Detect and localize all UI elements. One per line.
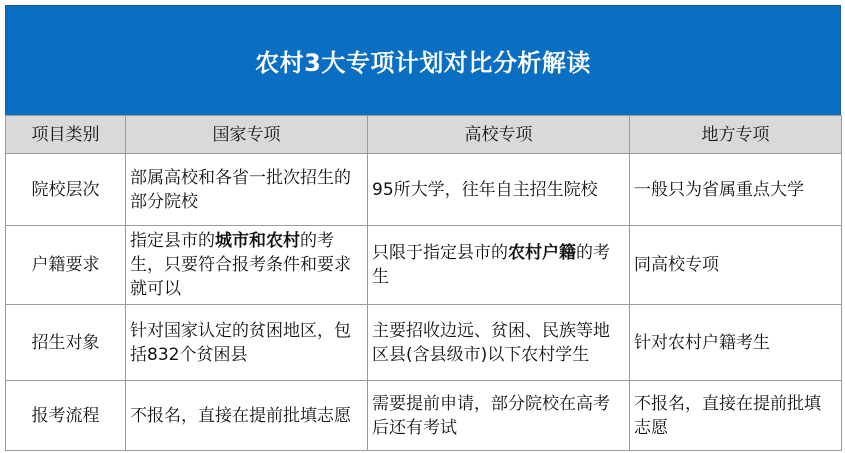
university-plan-cell: 95所大学，往年自主招生院校 xyxy=(368,154,630,226)
university-plan-cell xyxy=(368,226,630,305)
header-national-plan: 国家专项 xyxy=(126,116,368,154)
local-plan-cell: 不报名，直接在提前批填志愿 xyxy=(630,381,842,451)
title-bar xyxy=(5,5,841,115)
table-row xyxy=(6,381,842,451)
national-plan-cell: 部属高校和各省一批次招生的部分院校 xyxy=(126,154,368,226)
header-local-plan: 地方专项 xyxy=(630,116,842,154)
university-plan-cell: 需要提前申请，部分院校在高考后还有考试 xyxy=(368,381,630,451)
row-category: 院校层次 xyxy=(6,154,126,226)
table-header-row xyxy=(6,116,842,154)
university-household-text-suffix: 的考生 xyxy=(372,243,610,287)
local-plan-cell: 针对农村户籍考生 xyxy=(630,305,842,381)
university-plan-cell: 主要招收边远、贫困、民族等地区县(含县级市)以下农村学生 xyxy=(368,305,630,381)
national-plan-cell: 不报名，直接在提前批填志愿 xyxy=(126,381,368,451)
table-row xyxy=(6,305,842,381)
comparison-table xyxy=(5,115,842,451)
row-category: 报考流程 xyxy=(6,381,126,451)
local-plan-cell: 一般只为省属重点大学 xyxy=(630,154,842,226)
national-plan-cell: 针对国家认定的贫困地区，包括832个贫困县 xyxy=(126,305,368,381)
local-plan-cell: 同高校专项 xyxy=(630,226,842,305)
row-category: 招生对象 xyxy=(6,305,126,381)
national-household-text-prefix: 指定县市的 xyxy=(130,231,215,251)
page-title: 农村3大专项计划对比分析解读 xyxy=(255,49,591,77)
university-household-text-prefix: 只限于指定县市的 xyxy=(372,243,508,263)
header-university-plan: 高校专项 xyxy=(368,116,630,154)
national-household-text-suffix: 的考生，只要符合报考条件和要求就可以 xyxy=(130,231,351,299)
header-category: 项目类别 xyxy=(6,116,126,154)
university-household-text-emphasis: 农村户籍 xyxy=(508,243,576,263)
table-row xyxy=(6,154,842,226)
row-category: 户籍要求 xyxy=(6,226,126,305)
national-plan-cell xyxy=(126,226,368,305)
table-row xyxy=(6,226,842,305)
national-household-text-emphasis: 城市和农村 xyxy=(215,231,300,251)
